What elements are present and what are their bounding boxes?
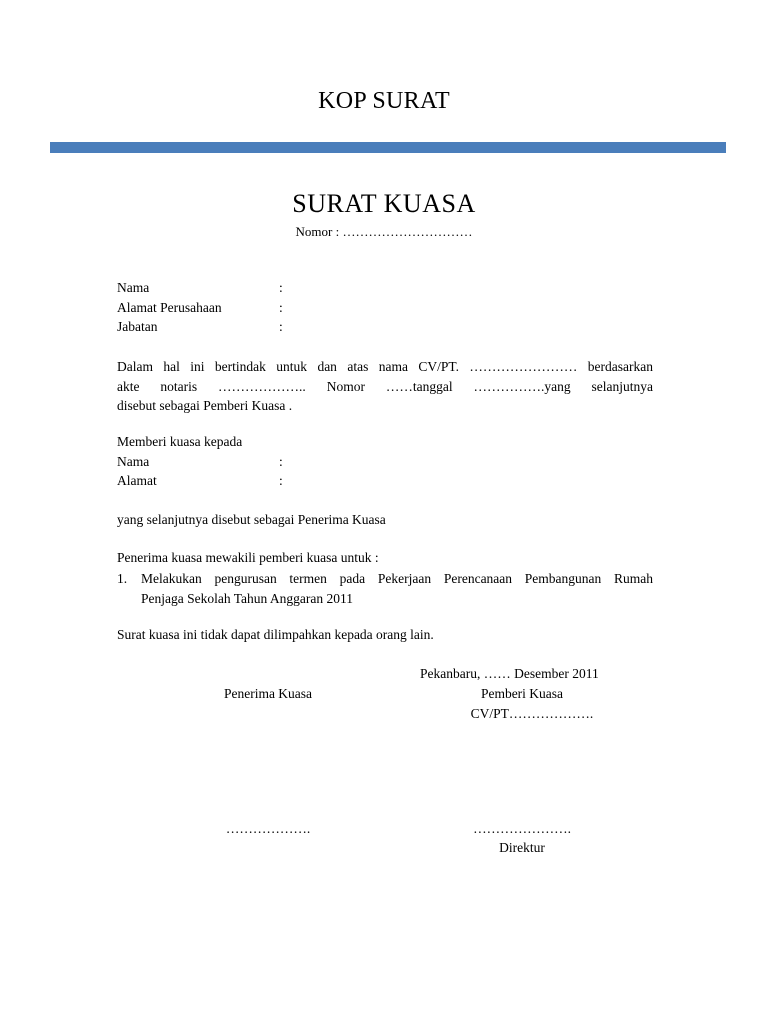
receiver-signature-line: ………………. [225,821,311,836]
document-title: SURAT KUASA [292,189,476,218]
place-date: Pekanbaru, …… Desember 2011 [420,666,599,681]
mewakili-intro: Penerima kuasa mewakili pemberi kuasa untuk : [117,550,379,565]
field-colon: : [279,300,283,315]
closing-statement: Surat kuasa ini tidak dapat dilimpahkan kepada orang lain. [117,627,434,642]
field-label-jabatan: Jabatan [117,319,158,334]
company-name: CV/PT………………. [470,706,594,721]
memberi-kuasa-heading: Memberi kuasa kepada [117,434,243,449]
field-label-nama: Nama [117,280,150,295]
list-number: 1. [117,571,128,586]
field-label-alamat: Alamat [117,473,157,488]
penerima-kuasa-sentence: yang selanjutnya disebut sebagai Penerima Kuasa [117,512,386,527]
paragraph-line: disebut sebagai Pemberi Kuasa . [117,398,293,413]
paragraph-line: akte notaris ……………….. Nomor ……tanggal …………….yang selanjutnya [117,378,653,394]
giver-signature-line: …………………. [473,821,571,836]
field-colon: : [279,319,283,334]
paragraph-line: Dalam hal ini bertindak untuk dan atas nama CV/PT. …………………… berdasarkan [117,359,653,374]
field-label-alamat-perusahaan: Alamat Perusahaan [117,300,222,315]
list-item [117,569,653,609]
field-colon: : [279,473,283,488]
authority-paragraph [117,357,653,416]
list-line: Melakukan pengurusan termen pada Pekerjaan Perencanaan Pembangunan Rumah [141,571,653,586]
field-colon: : [279,280,283,295]
giver-label: Pemberi Kuasa [480,686,564,701]
field-label-nama-penerima: Nama [117,454,150,469]
document-number: Nomor : ………………………… [295,224,473,239]
list-item-text [141,569,653,608]
field-colon: : [279,454,283,469]
letterhead-divider [50,142,726,153]
list-line: Penjaga Sekolah Tahun Anggaran 2011 [141,590,354,606]
letterhead-title: KOP SURAT [318,88,450,114]
giver-title: Direktur [499,840,545,855]
receiver-label: Penerima Kuasa [223,686,313,701]
